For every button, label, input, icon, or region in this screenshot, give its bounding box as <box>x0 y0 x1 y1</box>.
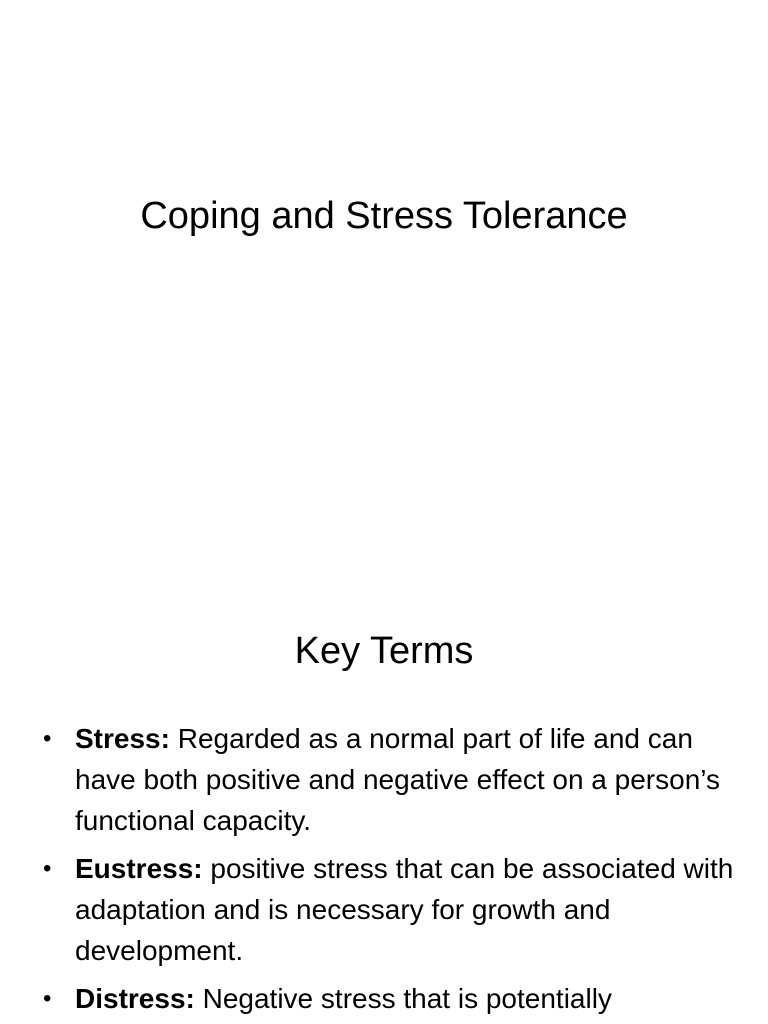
slide-title: Coping and Stress Tolerance <box>140 195 628 237</box>
term-label: Distress: <box>75 983 195 1014</box>
bullet-item-distress <box>0 978 768 1019</box>
bullet-list <box>0 718 768 1024</box>
bullet-dot-icon: • <box>43 985 52 1012</box>
bullet-item-stress <box>0 718 768 841</box>
term-definition: positive stress that can be associated with adaptation and is necessary for growth and development. <box>75 853 734 966</box>
term-definition: Regarded as a normal part of life and can have both positive and negative effect on a person’s functional capacity. <box>75 723 720 836</box>
bullet-dot-icon: • <box>43 855 52 882</box>
bullet-dot-icon: • <box>43 725 52 752</box>
term-label: Stress: <box>75 723 170 754</box>
bullet-item-eustress <box>0 848 768 971</box>
key-terms-slide <box>0 576 768 1024</box>
term-label: Eustress: <box>75 853 203 884</box>
slide-heading: Key Terms <box>294 630 474 672</box>
term-definition: Negative stress that is potentially <box>194 983 612 1014</box>
